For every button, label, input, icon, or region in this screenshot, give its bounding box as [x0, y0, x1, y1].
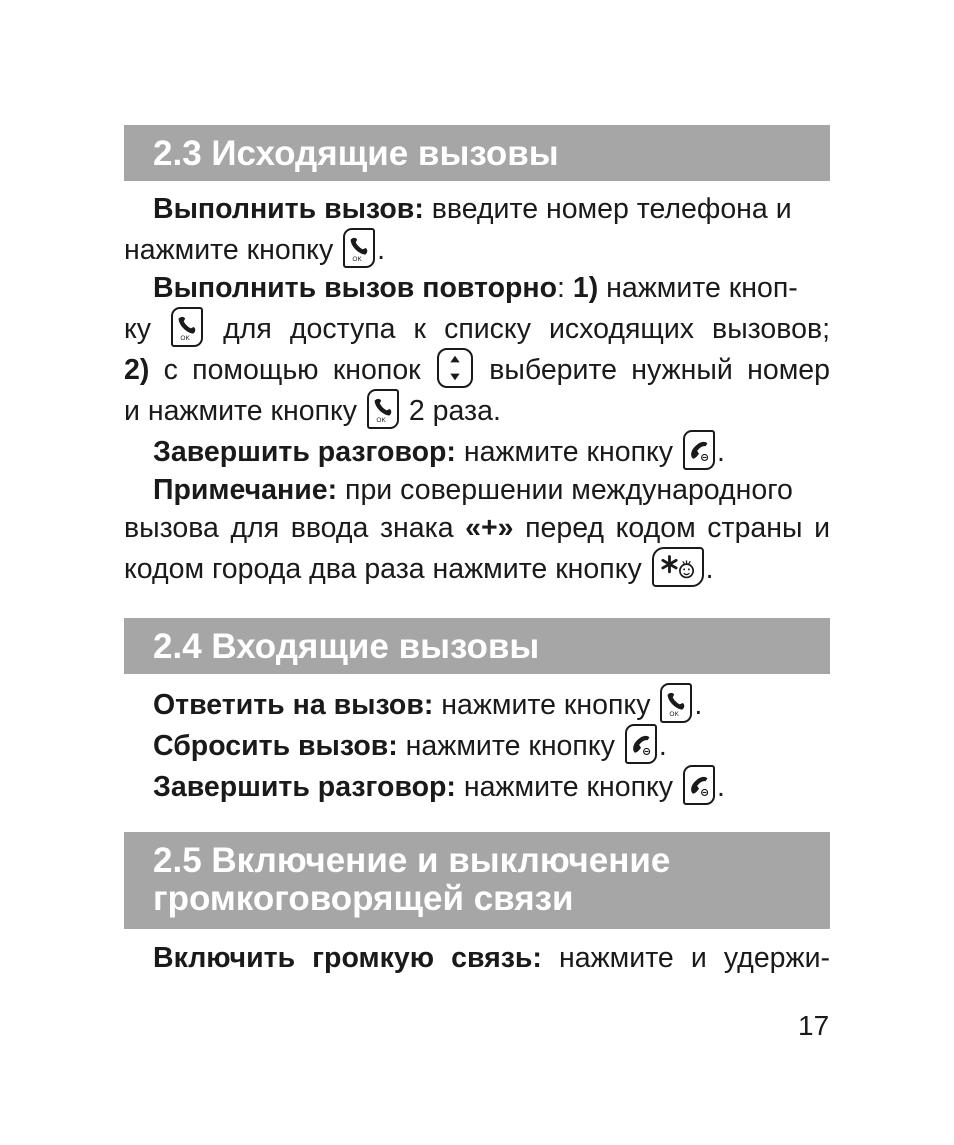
svg-text:OK: OK — [180, 335, 190, 343]
end-call-key-icon — [625, 724, 657, 764]
bold-label: Ответить на вызов: — [153, 689, 434, 721]
bold-label: Включить громкую связь: — [153, 942, 542, 974]
paragraph-make-call — [124, 190, 830, 269]
heading-line: громкоговорящей связи — [153, 879, 574, 918]
paragraph-redial — [124, 269, 830, 307]
paragraph-redial-line2 — [124, 307, 830, 348]
paragraph-end-call — [124, 430, 830, 471]
section-heading-2-4: 2.4 Входящие вызовы — [124, 618, 830, 674]
text: . — [716, 771, 725, 803]
bold-label: Выполнить вызов: — [153, 193, 424, 225]
text: выберите нужный номер — [474, 354, 830, 386]
call-ok-key-icon — [367, 389, 399, 429]
svg-text:OK: OK — [376, 417, 386, 425]
text: нажмите кнопку — [455, 436, 681, 468]
bold-label: Сбросить вызов: — [153, 730, 398, 762]
text: вызова для ввода знака — [124, 512, 466, 544]
text: нажмите кнопку — [397, 730, 623, 762]
text: и нажмите кнопку — [124, 395, 365, 427]
text: . — [716, 436, 725, 468]
text: : — [557, 272, 573, 304]
text: перед кодом страны и — [513, 512, 830, 544]
text: нажмите кнопку — [455, 771, 681, 803]
bold-label: Завершить разговор: — [153, 771, 456, 803]
text: . — [658, 730, 667, 762]
paragraph-end-call-2 — [124, 765, 830, 806]
section-heading-2-3: 2.3 Исходящие вызовы — [124, 125, 830, 181]
bold-label: Примечание: — [153, 474, 338, 506]
step-number: 2) — [124, 354, 150, 386]
call-ok-key-icon — [171, 307, 203, 347]
end-call-key-icon — [683, 765, 715, 805]
plus-sign: «+» — [465, 512, 514, 544]
bold-label: Выполнить вызов повторно — [153, 272, 558, 304]
text: 2 раза. — [400, 395, 501, 427]
svg-text:OK: OK — [669, 711, 680, 719]
paragraph-note-line2 — [124, 509, 830, 547]
section-heading-2-5 — [124, 832, 830, 929]
text: с помощью кнопок — [149, 354, 435, 386]
end-call-key-icon — [683, 430, 715, 470]
paragraph-redial-line3 — [124, 348, 830, 389]
text: . — [377, 234, 386, 266]
text: ку — [124, 313, 170, 345]
text: кодом города два раза нажмите кнопку — [124, 553, 650, 585]
bold-label: Завершить разговор: — [153, 436, 456, 468]
text: введите номер телефона и — [423, 193, 792, 225]
text: . — [705, 553, 714, 585]
svg-text:OK: OK — [352, 256, 362, 264]
paragraph-speakerphone — [124, 939, 830, 977]
text: при совершении международного — [337, 474, 793, 506]
text: нажмите кнопку — [124, 234, 342, 266]
page-number: 17 — [798, 1010, 830, 1041]
call-ok-key-icon — [343, 228, 375, 268]
paragraph-answer-call — [124, 683, 830, 724]
text: нажмите кнопку — [433, 689, 659, 721]
heading-line: 2.5 Включение и выключение — [153, 841, 671, 880]
call-ok-key-icon — [660, 683, 692, 723]
paragraph-redial-line4 — [124, 389, 830, 430]
text: нажмите кноп- — [598, 272, 798, 304]
up-down-nav-key-icon — [437, 348, 473, 388]
text: нажмите и удержи- — [541, 942, 830, 974]
paragraph-note — [124, 471, 830, 509]
star-profile-key-icon — [652, 547, 704, 587]
page-content — [124, 125, 830, 977]
paragraph-reject-call — [124, 724, 830, 765]
text: . — [694, 689, 703, 721]
text: для доступа к списку исходящих вызовов; — [205, 313, 830, 345]
step-number: 1) — [572, 272, 599, 304]
paragraph-note-line3 — [124, 547, 830, 588]
